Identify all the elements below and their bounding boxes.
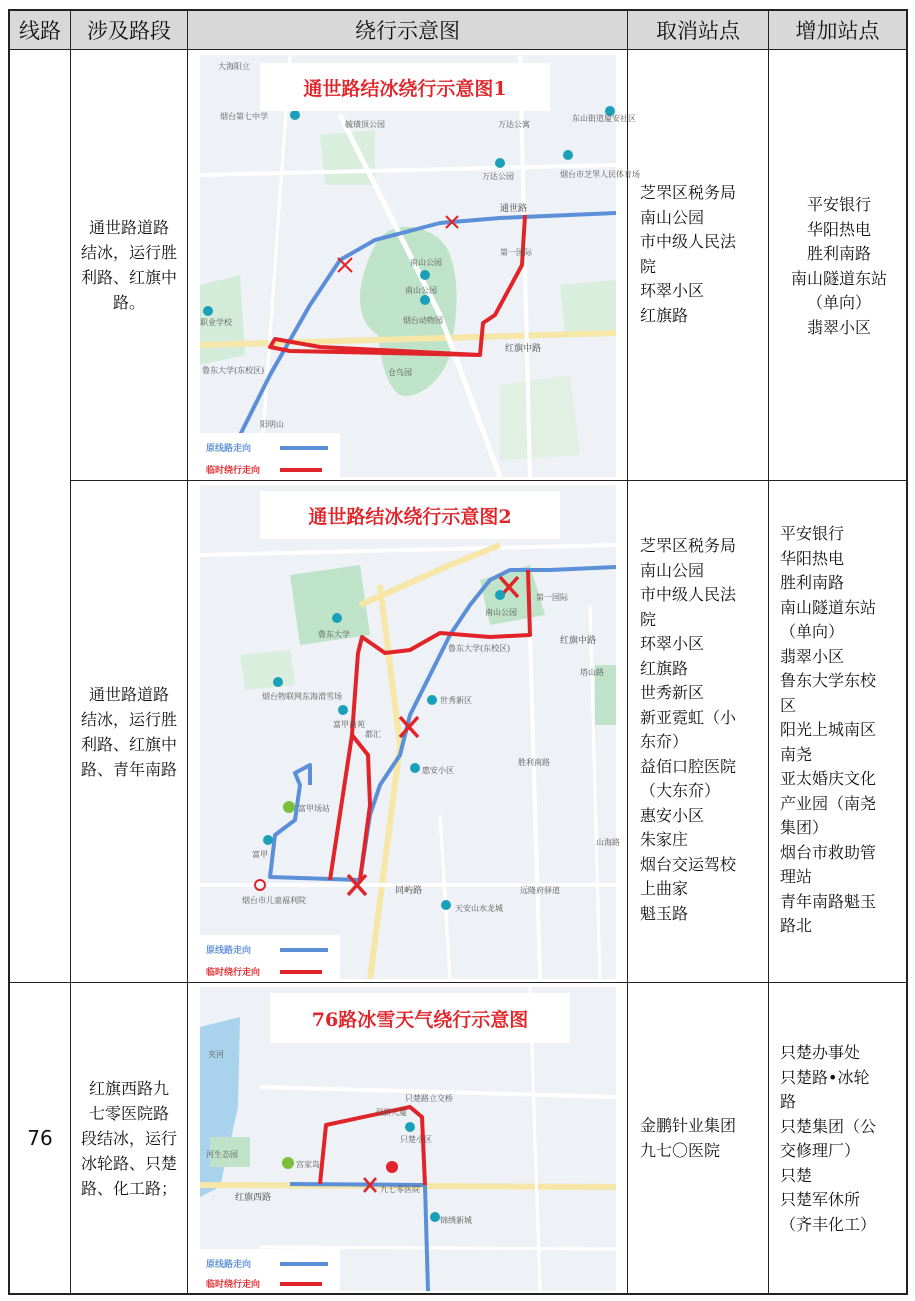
map1-label: 烟台市芝罘人民体育场 <box>560 170 640 179</box>
row1-cancel-list: 芝罘区税务局 南山公园 市中级人民法 院 环翠小区 红旗路 <box>640 183 737 325</box>
col-divider-3 <box>627 11 628 1293</box>
map2-legend-detour: 临时绕行走向 <box>206 968 261 978</box>
map1-label: 烟台第七中学 <box>220 112 268 121</box>
map2-label: 惠安小区 <box>422 766 454 775</box>
header-segment: 涉及路段 <box>71 11 187 49</box>
map1-label: 第一国际 <box>500 248 532 257</box>
row3-segment: 红旗西路九 七零医院路 段结冰，运行 冰轮路、只楚 路、化工路； <box>80 1078 177 1198</box>
map1-label: 毓璜顶公园 <box>345 120 385 129</box>
map2-label: 烟台市儿童福利院 <box>242 896 306 905</box>
map2-legend-original: 原线路走向 <box>206 946 252 956</box>
row1-add-list: 平安银行 华阳热电 胜利南路 南山隧道东站 （单向） 翡翠小区 <box>790 195 887 337</box>
col-divider-4 <box>768 11 769 1293</box>
map3-title: 76路冰雪天气绕行示意图 <box>311 1009 529 1031</box>
map1-label: 职业学校 <box>200 318 232 327</box>
map2-label: 红旗中路 <box>560 636 597 646</box>
map3-label: 九七零医院 <box>380 1185 420 1194</box>
map3-legend-detour: 临时绕行走向 <box>206 1280 261 1290</box>
map3-label: 锦绣新城 <box>440 1216 472 1225</box>
map1-label: 万达公寓 <box>498 120 530 129</box>
header-diagram: 绕行示意图 <box>188 11 627 49</box>
map2-label: 世秀新区 <box>440 696 472 705</box>
map1-label: 鲁东大学(东校区) <box>202 366 265 375</box>
row1-divider <box>71 480 906 481</box>
detour-map-3 <box>200 987 616 1291</box>
map3-label: 夹河 <box>208 1050 224 1059</box>
map1-legend-original: 原线路走向 <box>206 444 252 454</box>
map2-label: 烟台物联网东海滑雪场 <box>262 692 342 701</box>
map1-label: 阳明山 <box>260 420 284 429</box>
map1-label: 南山公园 <box>405 286 437 295</box>
col-divider-2 <box>187 11 188 1293</box>
header-cancel: 取消站点 <box>628 11 768 49</box>
map2-label: 南山公园 <box>485 608 517 617</box>
map2-label: 富甲 <box>252 850 268 859</box>
map1-label: 大海阳立 <box>218 62 250 71</box>
map2-label: 山海路 <box>596 838 620 847</box>
map2-label: 鲁东大学(东校区) <box>448 644 511 653</box>
map2-label: 富甲场站 <box>298 804 330 813</box>
row2-add-list: 平安银行 华阳热电 胜利南路 南山隧道东站 （单向） 翡翠小区 鲁东大学东校 区 阳光上城南区 南尧 亚太婚庆文化 产业园（南尧 集团） 烟台市救助管 理站 青年南路魁玉 路北 <box>780 524 877 935</box>
row3-route-number: 76 <box>27 1125 53 1150</box>
map1-label: 仓鸟园 <box>388 368 412 377</box>
map2-label: 胜利南路 <box>518 758 550 767</box>
row2-cancel-list: 芝罘区税务局 南山公园 市中级人民法 院 环翠小区 红旗路 世秀新区 新亚霓虹（小 东夼） 益佰口腔医院 （大东夼） 惠安小区 朱家庄 烟台交运驾校 上曲家 魁玉路 <box>640 536 737 923</box>
map1-legend-detour: 临时绕行走向 <box>206 466 261 476</box>
detour-table <box>8 9 908 1295</box>
map2-label: 塔山路 <box>580 668 604 677</box>
detour-map-2 <box>200 485 620 979</box>
map1-label: 南山公园 <box>410 258 442 267</box>
map3-label: 双新大厦 <box>375 1108 407 1117</box>
map2-label: 天安山水龙城 <box>455 904 503 913</box>
header-route: 线路 <box>10 11 70 49</box>
row3-cancel-list: 金鹏针业集团 九七〇医院 <box>640 1116 737 1160</box>
map2-label: 远隆府驿道 <box>520 886 560 895</box>
map1-label: 东山街道厦安社区 <box>572 114 636 123</box>
map2-label: 同屿路 <box>395 886 423 896</box>
map3-label: 红旗西路 <box>235 1193 272 1203</box>
map2-label: 富甲南苑 <box>333 720 365 729</box>
row3-add-list: 只楚办事处 只楚路•冰轮 路 只楚集团（公 交修理厂） 只楚 只楚军休所 （齐丰化工） <box>780 1043 877 1234</box>
map3-label: 河生态园 <box>206 1150 238 1159</box>
map3-label: 宫家岛 <box>296 1160 320 1169</box>
map1-label: 通世路 <box>500 204 528 214</box>
map1-label: 万达公园 <box>482 172 514 181</box>
row1-segment: 通世路道路 结冰，运行胜 利路、红旗中 路。 <box>80 218 177 312</box>
map2-label: 都汇 <box>365 730 381 739</box>
row2-segment: 通世路道路 结冰，运行胜 利路、红旗中 路、青年南路 <box>80 684 177 779</box>
map1-title: 通世路结冰绕行示意图1 <box>303 78 507 100</box>
map2-title: 通世路结冰绕行示意图2 <box>308 506 512 528</box>
map1-label: 烟台动物园 <box>403 316 443 325</box>
map2-label: 鲁东大学 <box>318 630 350 639</box>
detour-map-1 <box>200 55 640 477</box>
map3-label: 只楚小区 <box>400 1135 432 1144</box>
map1-label: 红旗中路 <box>505 344 542 354</box>
map2-label: 第一国际 <box>536 593 568 602</box>
header-add: 增加站点 <box>769 11 906 49</box>
map3-legend-original: 原线路走向 <box>206 1260 252 1270</box>
map3-label: 只楚路立交桥 <box>405 1094 453 1103</box>
